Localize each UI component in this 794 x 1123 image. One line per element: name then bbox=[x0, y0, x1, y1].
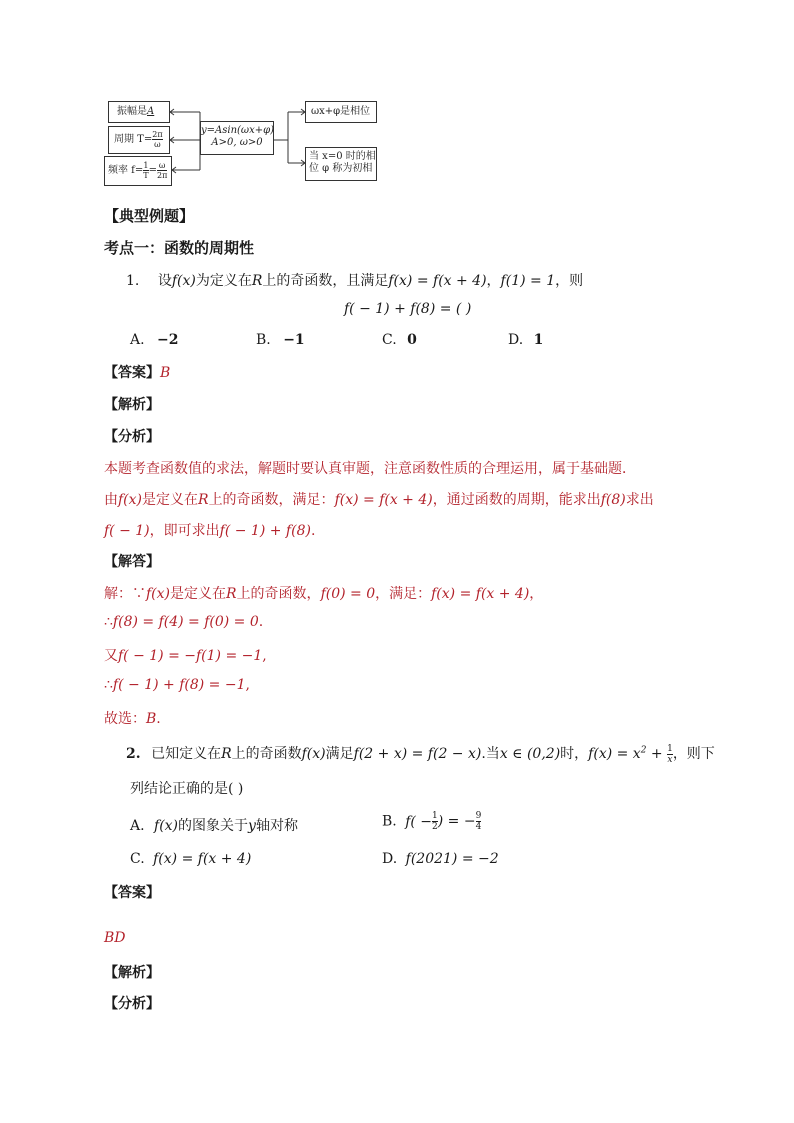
q2-stem-frac-den: x bbox=[667, 754, 673, 765]
q1-answer bbox=[104, 362, 170, 382]
initial-phase-line2: 位 φ 称为初相 bbox=[309, 163, 373, 174]
question-2-stem bbox=[126, 743, 715, 765]
q1-fenxi-label: 【分析】 bbox=[104, 429, 160, 445]
q1-sol3-a: 又 bbox=[104, 648, 118, 664]
q1-answer-label: 【答案】 bbox=[104, 365, 160, 381]
q1-fenxi-line2-R: R bbox=[198, 492, 209, 508]
period-denominator: ω bbox=[154, 140, 161, 149]
q1-option-d-value: 1 bbox=[533, 332, 544, 348]
q2-option-c-label: C. bbox=[130, 851, 145, 867]
question-1-number: 1. bbox=[126, 273, 140, 289]
q1-sol1-b: 是定义在 bbox=[170, 586, 227, 602]
q2-stem-fx: f(x) bbox=[301, 746, 326, 762]
q1-solution-line1 bbox=[104, 583, 543, 603]
q1-fenxi-line3-c: f( − 1) + f(8) bbox=[219, 523, 311, 539]
q1-sol1-fx: f(x) bbox=[146, 586, 171, 602]
frequency-denominator-1: T bbox=[143, 171, 149, 180]
q1-solution-line5 bbox=[104, 708, 161, 728]
question-1-stem bbox=[126, 270, 583, 290]
q1-stem-text-d: ， bbox=[486, 273, 501, 289]
q2-fenxi-label: 【分析】 bbox=[104, 996, 160, 1012]
q1-option-d-label: D. bbox=[508, 332, 524, 348]
q1-option-c-value: 0 bbox=[407, 332, 417, 348]
q1-solution-line4 bbox=[104, 677, 250, 693]
q2-option-a-text-a: 的图象关于 bbox=[178, 818, 249, 834]
q2-option-c-value: f(x) = f(x + 4) bbox=[153, 851, 252, 867]
q2-option-b-label: B. bbox=[382, 813, 397, 830]
q1-sol3-b: f( − 1) = −f(1) = −1 bbox=[118, 648, 263, 664]
q1-solution-line2 bbox=[104, 614, 263, 630]
q2-answer-value: BD bbox=[104, 930, 126, 946]
q2-option-d-label: D. bbox=[382, 851, 398, 867]
q1-answer-value: B bbox=[160, 365, 171, 381]
frequency-box: 频率 f= $\frac{1}{T}$ = $\frac{\omega}{2\pi}$ bbox=[104, 156, 172, 186]
q2-stem-c: 满足 bbox=[325, 746, 354, 762]
q1-option-b-value: −1 bbox=[283, 332, 305, 348]
q1-fenxi-line3-b: ，即可求出 bbox=[149, 523, 220, 539]
q1-fenxi-line2-fx: f(x) bbox=[118, 492, 143, 508]
q2-option-b-num2: 9 bbox=[475, 811, 482, 821]
q1-stem-equation: f(x) = f(x + 4) bbox=[388, 273, 487, 289]
q2-option-a-fx: f(x) bbox=[154, 818, 179, 834]
q1-option-a-value: −2 bbox=[157, 332, 179, 348]
q1-analysis-label: 【解析】 bbox=[104, 397, 160, 413]
q1-fenxi-line3-d: . bbox=[310, 523, 316, 539]
initial-phase-line1: 当 x=0 时的相 bbox=[309, 151, 376, 162]
q2-option-a-text-b: 轴对称 bbox=[255, 818, 298, 834]
q1-fenxi-line2 bbox=[104, 489, 654, 509]
q2-stem-e: 时， bbox=[560, 746, 589, 762]
q1-sol2-a: ∴ bbox=[104, 614, 113, 630]
amplitude-variable: A bbox=[147, 106, 155, 117]
q1-fenxi-text: 本题考查函数值的求法，解题时要认真审题，注意函数性质的合理运用，属于基础题． bbox=[104, 461, 636, 477]
q1-jieda-label: 【解答】 bbox=[104, 554, 160, 570]
frequency-numerator-1: 1 bbox=[143, 161, 149, 170]
q1-solution-line3 bbox=[104, 645, 267, 665]
topic-title: 考点一：函数的周期性 bbox=[104, 239, 255, 257]
q1-stem-text-b: 为定义在 bbox=[195, 273, 252, 289]
amplitude-label: 振幅是 bbox=[117, 106, 147, 117]
q1-fenxi-line2-eq: f(x) = f(x + 4) bbox=[334, 492, 433, 508]
q1-stem-f1: f(1) = 1 bbox=[500, 273, 556, 289]
q1-option-b-label: B. bbox=[256, 332, 271, 348]
question-2-number: 2. bbox=[126, 746, 141, 762]
q2-stem-R: R bbox=[221, 746, 232, 762]
q1-option-b bbox=[256, 332, 305, 348]
q2-option-b-den2: 4 bbox=[475, 822, 482, 832]
q2-option-a bbox=[130, 815, 298, 835]
q1-option-a bbox=[130, 332, 179, 348]
amplitude-box bbox=[108, 101, 170, 123]
q1-fenxi-line2-e: 求出 bbox=[625, 492, 654, 508]
q2-option-c bbox=[130, 851, 251, 867]
q2-analysis-label: 【解析】 bbox=[104, 965, 160, 981]
q1-option-c bbox=[382, 332, 417, 348]
q1-sol2-b: f(8) = f(4) = f(0) = 0 bbox=[112, 614, 259, 630]
q1-stem-text-e: ，则 bbox=[555, 273, 584, 289]
q2-stem-line2: 列结论正确的是( ) bbox=[130, 781, 244, 797]
center-function-line1: y=Asin(ωx+φ) bbox=[201, 125, 274, 136]
q1-sol2-c: . bbox=[258, 614, 264, 630]
q1-fenxi-line3 bbox=[104, 520, 315, 540]
frequency-label: 频率 f= bbox=[108, 165, 144, 176]
q2-stem-eq: f(2 + x) = f(2 − x) bbox=[353, 746, 482, 762]
q1-sol1-eq: f(x) = f(x + 4) bbox=[431, 586, 530, 602]
q2-option-b bbox=[382, 811, 481, 832]
q1-sol1-a: 解：∵ bbox=[104, 586, 146, 602]
q2-option-b-text-a: f( − bbox=[405, 813, 433, 830]
q1-option-a-label: A. bbox=[130, 332, 145, 348]
q1-fenxi-line2-f8: f(8) bbox=[600, 492, 626, 508]
q2-option-a-label: A. bbox=[130, 818, 145, 834]
period-numerator: 2π bbox=[152, 130, 163, 139]
q1-fenxi-line2-a: 由 bbox=[104, 492, 118, 508]
initial-phase-box bbox=[305, 147, 377, 181]
q1-sol5-b: B bbox=[146, 711, 157, 727]
q1-sol3-c: , bbox=[262, 648, 267, 664]
frequency-denominator-2: 2π bbox=[157, 171, 168, 180]
q2-stem-a: 已知定义在 bbox=[151, 746, 222, 762]
q1-option-d bbox=[508, 332, 543, 348]
q2-stem-sup: 2 bbox=[640, 745, 647, 756]
phase-label: ωx+φ是相位 bbox=[311, 106, 371, 117]
q1-sol1-f0: f(0) = 0 bbox=[320, 586, 376, 602]
q1-stem-text-a: 设 bbox=[157, 273, 172, 289]
q2-stem-plus: + bbox=[646, 746, 668, 762]
q1-sol1-R: R bbox=[226, 586, 237, 602]
q2-option-b-num: 1 bbox=[432, 811, 438, 821]
center-function-line2: A>0, ω>0 bbox=[211, 137, 263, 148]
phase-box bbox=[305, 101, 377, 123]
q2-stem-f: ，则下 bbox=[672, 746, 715, 762]
q1-fenxi-line2-c: 上的奇函数，满足： bbox=[208, 492, 335, 508]
q2-stem-frac-num: 1 bbox=[667, 743, 673, 754]
q2-option-d-value: f(2021) = −2 bbox=[405, 851, 499, 867]
q1-sol1-e: ， bbox=[529, 586, 544, 602]
q1-fenxi-line2-d: ，通过函数的周期，能求出 bbox=[432, 492, 601, 508]
period-label: 周期 T= bbox=[114, 134, 153, 145]
q1-sol4-b: f( − 1) + f(8) = −1 bbox=[112, 677, 246, 693]
q2-option-d bbox=[382, 851, 499, 867]
q1-sol4-a: ∴ bbox=[104, 677, 113, 693]
q1-fenxi-line3-a: f( − 1) bbox=[104, 523, 150, 539]
q1-option-c-label: C. bbox=[382, 332, 397, 348]
q2-stem-x: x ∈ (0,2) bbox=[499, 746, 561, 762]
q2-stem-fx2: f(x) = x bbox=[588, 746, 641, 762]
q1-sol4-c: , bbox=[245, 677, 250, 693]
q2-answer-label: 【答案】 bbox=[104, 885, 160, 901]
q1-sol1-d: ，满足： bbox=[375, 586, 432, 602]
q1-stem-text-c: 上的奇函数，且满足 bbox=[262, 273, 389, 289]
period-box bbox=[108, 126, 170, 154]
q2-option-b-den: 2 bbox=[432, 822, 438, 832]
q2-option-a-y: y bbox=[248, 818, 256, 834]
center-function-box bbox=[200, 121, 274, 155]
q1-stem-R: R bbox=[251, 273, 263, 289]
question-1-formula: f( − 1) + f(8) = ( ) bbox=[344, 301, 472, 317]
q1-stem-fx: f(x) bbox=[171, 273, 196, 289]
frequency-numerator-2: ω bbox=[158, 161, 166, 170]
q2-stem-b: 上的奇函数 bbox=[231, 746, 302, 762]
section-title: 【典型例题】 bbox=[104, 207, 195, 225]
q1-sol1-c: 上的奇函数， bbox=[236, 586, 321, 602]
q1-sol5-c: . bbox=[156, 711, 161, 727]
q1-sol5-a: 故选： bbox=[104, 711, 146, 727]
q2-option-b-text-b: ) = − bbox=[437, 813, 476, 830]
q1-fenxi-line2-b: 是定义在 bbox=[142, 492, 199, 508]
q2-stem-d: .当 bbox=[481, 746, 500, 762]
